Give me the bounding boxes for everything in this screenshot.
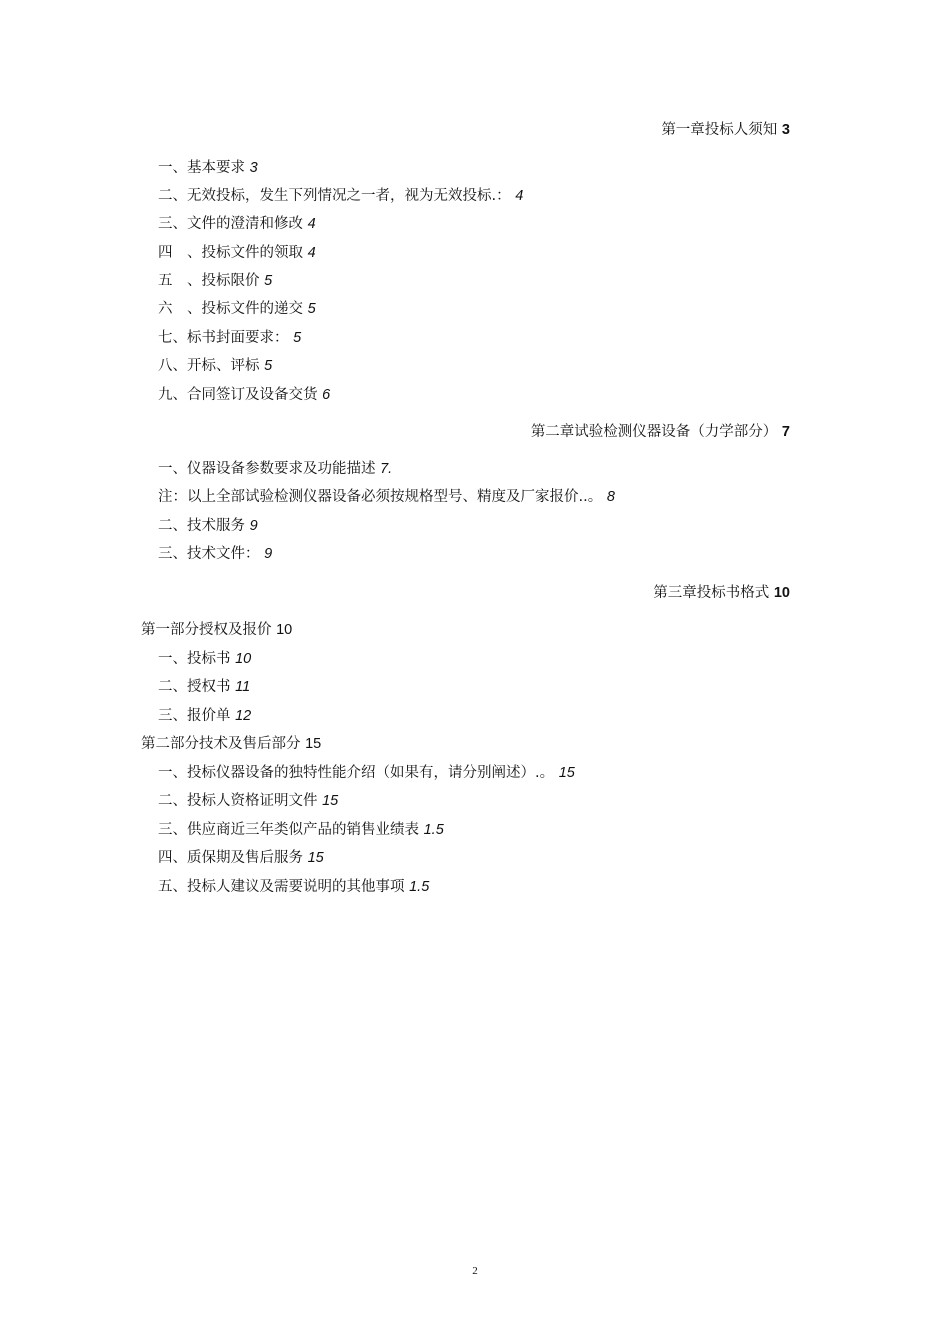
toc-page-number: 10 [276, 622, 293, 638]
toc-page-number: 4 [307, 245, 316, 261]
toc-item[interactable] [158, 544, 272, 564]
toc-page-number: 9 [264, 546, 273, 562]
toc-page-number: 5 [307, 301, 316, 317]
toc-item-label: 八、开标、评标 [158, 358, 260, 374]
toc-item-label: 三、技术文件： [158, 546, 260, 562]
toc-item-label: 二、无效投标，发生下列情况之一者，视为无效投标.： [158, 188, 511, 204]
toc-page-number: 7 [781, 424, 790, 440]
toc-item-label: 九、合同签订及设备交货 [158, 387, 318, 403]
toc-chapter-1[interactable] [661, 120, 790, 140]
toc-item-label: 六 、投标文件的递交 [158, 301, 303, 317]
toc-chapter-label: 第一章投标人须知 [661, 122, 778, 138]
toc-part-label: 第一部分授权及报价 [141, 622, 272, 638]
toc-item-label: 四、质保期及售后服务 [158, 850, 303, 866]
toc-item[interactable] [158, 328, 301, 348]
toc-page-number: 15 [558, 765, 575, 781]
toc-item[interactable] [158, 385, 330, 405]
toc-item[interactable] [158, 791, 338, 811]
toc-page-number: 4 [307, 216, 316, 232]
toc-page-number: 8 [606, 489, 615, 505]
toc-page-number: 11 [235, 679, 251, 695]
toc-item[interactable] [158, 848, 324, 868]
toc-page-number: 5 [264, 273, 273, 289]
toc-page-number: 6 [322, 387, 331, 403]
toc-item[interactable] [158, 706, 251, 726]
toc-chapter-3[interactable] [653, 583, 790, 603]
toc-item-label: 注：以上全部试验检测仪器设备必须按规格型号、精度及厂家报价..。 [158, 489, 603, 505]
toc-item[interactable] [158, 649, 251, 669]
toc-chapter-label: 第二章试验检测仪器设备（力学部分） [530, 424, 778, 440]
toc-page-number: 15 [307, 850, 324, 866]
toc-part-1[interactable] [141, 620, 292, 640]
toc-item[interactable] [158, 820, 444, 840]
toc-item[interactable] [158, 356, 272, 376]
toc-item[interactable] [158, 158, 258, 178]
toc-chapter-label: 第三章投标书格式 [653, 585, 770, 601]
toc-part-2[interactable] [141, 734, 321, 754]
toc-item[interactable] [158, 214, 316, 234]
toc-page-number: 15 [305, 736, 322, 752]
toc-page-number: 1.5 [409, 879, 430, 895]
page-footer-number: 2 [472, 1265, 478, 1277]
toc-item-label: 二、技术服务 [158, 518, 245, 534]
toc-item[interactable] [158, 243, 316, 263]
toc-page-number: 5 [264, 358, 273, 374]
toc-page-number: 3 [781, 122, 790, 138]
toc-item[interactable] [158, 459, 392, 479]
toc-item-label: 七、标书封面要求： [158, 330, 289, 346]
toc-chapter-2[interactable] [531, 422, 790, 442]
toc-item-label: 一、投标仪器设备的独特性能介绍（如果有，请分别阐述）.。 [158, 765, 555, 781]
toc-page-number: 9 [249, 518, 258, 534]
toc-item-label: 一、仪器设备参数要求及功能描述 [158, 461, 376, 477]
toc-item-label: 五、投标人建议及需要说明的其他事项 [158, 879, 405, 895]
toc-item-label: 二、投标人资格证明文件 [158, 793, 318, 809]
toc-item[interactable] [158, 516, 258, 536]
toc-page-number: 3 [249, 160, 258, 176]
toc-part-label: 第二部分技术及售后部分 [141, 736, 301, 752]
toc-page-number: 1.5 [423, 822, 444, 838]
toc-item[interactable] [158, 877, 429, 897]
toc-page-number: 7. [380, 461, 393, 477]
toc-item[interactable] [158, 677, 250, 697]
toc-item[interactable] [158, 299, 316, 319]
toc-page-number: 12 [235, 708, 252, 724]
toc-page-number: 4 [515, 188, 524, 204]
toc-item-label: 五 、投标限价 [158, 273, 260, 289]
toc-page-number: 10 [773, 585, 790, 601]
toc-page-number: 10 [235, 651, 252, 667]
toc-item[interactable] [158, 271, 272, 291]
toc-item-label: 二、授权书 [158, 679, 231, 695]
toc-page-number: 5 [293, 330, 302, 346]
toc-page-number: 15 [322, 793, 339, 809]
toc-item-label: 三、报价单 [158, 708, 231, 724]
toc-item[interactable] [158, 487, 615, 507]
toc-item[interactable] [158, 763, 575, 783]
toc-item-label: 三、供应商近三年类似产品的销售业绩表 [158, 822, 419, 838]
toc-item-label: 四 、投标文件的领取 [158, 245, 303, 261]
toc-item-label: 三、文件的澄清和修改 [158, 216, 303, 232]
toc-item[interactable] [158, 186, 523, 206]
toc-item-label: 一、基本要求 [158, 160, 245, 176]
toc-item-label: 一、投标书 [158, 651, 231, 667]
